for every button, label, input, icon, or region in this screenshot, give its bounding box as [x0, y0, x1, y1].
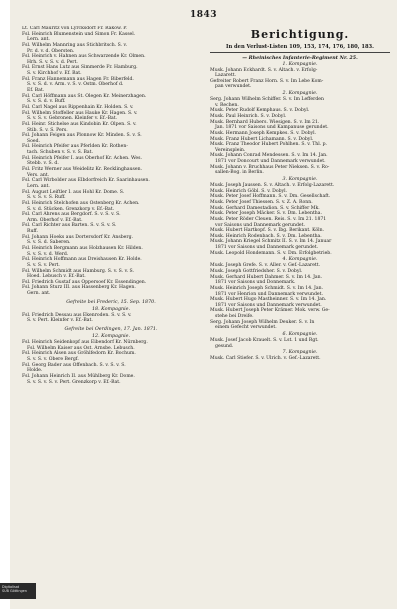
company-heading: 2. Kompagnie.	[282, 91, 318, 97]
entry-line: Musk. Gerhard Damestadion. S. v. Schiffer Mk.	[210, 205, 320, 211]
entry-line: Musk. Franz Theodor Hubert Pohlhen. S. v. Thl. p.	[210, 142, 328, 148]
company-heading: 7. Kompagnie.	[282, 350, 318, 356]
entry-line: stehe bei Dreife.	[215, 314, 254, 320]
watermark-line-2: SUB Göttingen	[2, 589, 27, 593]
entry-line: Fsl. Ernst Hans Lutz aus Simmerde Fr. Hamburg.	[22, 65, 138, 71]
entry-line: Fsl. Heinrich Blumenstein und Simon Fr. Kassel.	[22, 31, 136, 37]
entry-line: Fsl. Carl Wirbolder aus Elbdorfreich Kr. Saarinhausen.	[22, 178, 150, 184]
entry-line: Gern. ant.	[27, 291, 51, 297]
right-column	[210, 26, 390, 362]
entry-line: Hoed. Lebusch v. Ef.-Bat.	[27, 274, 86, 280]
entry-line: S. v. S. d. v. Arm. v. S. v. Ostm. Oberhof d.	[27, 82, 124, 88]
entry-line: Jan. 1871 vor Saisons und Kampanuse gerundet.	[215, 125, 329, 131]
entry-line: S. v. S. v. S. Ruff.	[27, 195, 66, 201]
entry-line: Ef. Bat.	[27, 88, 45, 94]
company-heading: 3. Kompagnie.	[282, 177, 318, 183]
entry-line: Fsl. Carl Richter aus Barten. S. v. S. v. S.	[22, 223, 117, 229]
document-page	[10, 0, 397, 609]
entry-line: Holde.	[27, 368, 43, 374]
entry-line: 1871 vor Henrion und Dannemark verwundet.	[215, 291, 323, 297]
entry-line: Pr. d. v. d. Obersten.	[27, 48, 75, 54]
entry-line: Fsl. Wilhelm Schmidt aus Hamburg. S. v. S. v. S.	[22, 268, 134, 274]
entry-line: Serg. Johann Joseph Wilhelm Deuker. S. v. In	[210, 319, 315, 325]
entry-line: Musk. Peter Josef Hoffmann. S. v. Dm. Gesellschaft.	[210, 194, 331, 200]
entry-line: Musk. Hubert Hugo Mastheinner. S. v. Im 14. Jan.	[210, 297, 327, 303]
entry-line: Musk. Johann Conrad Mendessen. S. v. Im 14. Jan.	[210, 153, 328, 159]
entry-line: S. v. S. v. Pert.	[27, 262, 60, 268]
entry-line: Musk. Peter Joseph Mäcker. S. v. Dm. Lebentha.	[210, 211, 322, 217]
entry-line: Lt. Carl Mauritz von Lyrcksdorf Fr. Rakow. P.	[22, 26, 127, 31]
entry-line: Musk. Hubert Hartkopf. S. v. Ibg. Berikant. Köln.	[210, 228, 325, 234]
company-heading: 18. Kompagnie.	[91, 306, 131, 312]
entry-line: Fsl. Franz Hannemann aus Hagen Fr. Biberfeld.	[22, 76, 134, 82]
digitization-watermark	[0, 583, 36, 599]
watermark-line-1: Digitalisat	[2, 585, 20, 589]
entry-line: Musk. Bernhard Hubers. Wiesigen. S. v. Im 21.	[210, 119, 320, 125]
entry-line: tach. Schuben v. S. v. S. Bat.	[27, 150, 93, 156]
entry-line: einem Gefecht verwundet.	[215, 325, 277, 331]
entry-line: Fsl. Friedrich Gustaf aus Oppersoef Kr. Essendingen.	[22, 279, 147, 285]
entry-line: Fsl. Georg Bader aus Offenbach. S. v. S. v. S.	[22, 362, 126, 368]
entry-line: Musk. Johann Eckhardt. S. v. Altach. v. Erfolg-	[210, 67, 318, 73]
entry-line: sallen-Bog. in Berlin.	[215, 170, 264, 176]
entry-line: Fsl. Wilhelm Kaiser aus Ost. Arnsbe. Lebusch.	[27, 345, 135, 351]
entry-line: Fsl. Heinrich v. Hahnen aus Schwarzende Kr. Olmen.	[22, 54, 146, 60]
entry-line: Hrh. S. v. S. v. d. Pert.	[27, 59, 78, 65]
entry-line: Fsl. Heinrich Hoffmann aus Dreishausen Kr. Holde.	[22, 257, 142, 263]
entry-line: Fsl. Heinrich Pfeifer aus Pferlden Kr. Rothen-	[22, 144, 128, 150]
page-number: 1843	[189, 10, 218, 20]
entry-line: Musk. Heinrich Göbl. S. v. Dobyl.	[210, 188, 288, 194]
entry-line: Fsl. Carl Nagel aus Rippenhain Kr. Holden. S. v.	[22, 104, 134, 110]
entry-line: 1871 vor Saisons und Donnemark.	[215, 280, 296, 286]
entry-line: Vers. ant.	[27, 172, 50, 178]
entry-line: Fsl. Heinrich Pfeifer I. aus Oberhof Kr. Achen. Wes.	[22, 155, 142, 161]
entry-line: S. v. S. v. Gebronen. Kleinfer v. Ef.-Bat.	[27, 116, 118, 122]
notice-heading: Gefreite bei Oerdingen, 17. Jan. 1871.	[64, 327, 158, 333]
entry-line: Fsl. Heinr. Stichelse aus Kindobin Kr. Olpen. S. v.	[22, 121, 137, 127]
entry-line: vor Saisons und Dannemark gerundet.	[215, 222, 305, 228]
company-heading: 12. Kompagnie.	[91, 334, 131, 340]
entry-line: Musk. Joseph Gottfriedsher. S. v. Dobyl.	[210, 269, 303, 274]
entry-line: Fsl. Carl Ahrens aus Bergdorf. S. v. S. v. S.	[22, 212, 121, 218]
entry-line: Fsl. Wilhelm Stoffeller aus Hauke Kr. Hagen. S. v.	[22, 110, 138, 116]
entry-line: S. v. S. v. Obere Bergf.	[27, 356, 79, 362]
entry-line: Fsl. Fritz Werner aus Weidelitz Kr. Recklinghausen.	[22, 167, 143, 173]
entry-line: S. v. S. d. v. Buff.	[27, 99, 66, 105]
entry-line: Musk. Peter Röder Cleuen. Reis. S. v. Im 21. 1871	[210, 216, 327, 222]
entry-line: Musk. Gerhard Hubert Dahmer. S. v. Im 14. Jan.	[210, 274, 323, 280]
entry-line: Lern. ant.	[27, 183, 50, 189]
left-column	[22, 26, 200, 385]
regiment-heading: — Rheinisches Infanterie-Regiment Nr. 25.	[242, 54, 358, 61]
entry-line: Vereinsplein.	[215, 147, 246, 153]
entry-line: Fsl. August Leiftler I. aus Hohl Kr. Dome. S.	[22, 189, 125, 195]
entry-line: Fsl. Wilhelm Mannring aus Stichbritsch. S. v.	[22, 42, 128, 48]
notice-heading: Gefreite bei Frederic, 15. Sep. 1870.	[66, 299, 156, 305]
entry-line: Arm. Oberhof v. Ef.-Bat.	[27, 217, 83, 223]
entry-line: Fsl. Heinrich Stelchofen aus Ostenberg Kr. Achen.	[22, 200, 140, 206]
company-heading: 6. Kompagnie.	[282, 332, 318, 338]
entry-line: S. v. S. v. d. Werd.	[27, 251, 69, 257]
entry-line: S. v. S. d. Saberen.	[27, 240, 71, 246]
entry-line: 1871 vor Doncourt und Dannemark verwundet.	[215, 159, 326, 165]
entry-line: Fsl. Johann Heinrich II. aus Mühlberg Kr. Dome.	[22, 373, 135, 379]
entry-line: Fsl. Johann Sturz III. aus Hassenberg Kr. Hagen.	[22, 285, 136, 291]
entry-line: Musk. Johann Kriegel Schmitz II. S. v. Im 14. Januar	[210, 239, 332, 245]
entry-line: Fsl. Carl Höffmann aus St. Olegen Kr. Meinerzhagen.	[22, 93, 147, 99]
entry-line: Musk. Heinrich Joseph Schmidt. S. v. Im 14. Jan.	[210, 285, 324, 291]
entry-line: Stib. S. v. S. Pers.	[27, 127, 68, 133]
entry-line: Musk. Josef Jacob Krauelt. S. v. Lst. 1 und Rgt.	[210, 338, 319, 344]
entry-line: 1871 vor Saisons und Dannemark verwundet.	[215, 302, 322, 308]
entry-line: Musk. Carl Stiefer. S. v. Ulrich. v. Gef.-Lazarett.	[210, 356, 321, 362]
correction-subtitle: In den Verlust-Listen 109, 153, 174, 176, 180, 183.	[226, 44, 374, 50]
company-heading: 4. Kompagnie.	[282, 257, 318, 263]
entry-line: Fsl. Heinrich Seidenkopf aus Eibendorf Kr. Nürnberg.	[22, 340, 148, 346]
entry-line: Stebb. v. S. d.	[27, 161, 59, 167]
entry-line: Fsl. Johann Hoeks aus Dortersdorf Kr. Ansberg.	[22, 234, 133, 240]
entry-line: S. v. d. Stücken. Grenzkorp v. Ef.-Bat.	[27, 206, 115, 212]
entry-line: Musk. Franz Hubert Lichamann. S. v. Dobyl.	[210, 136, 314, 142]
entry-line: Lern. ant.	[27, 37, 50, 43]
divider	[210, 52, 390, 53]
entry-line: v. Rechen.	[215, 102, 239, 108]
entry-line: S. v. Pert. Kleinfer v. Ef.-Bat.	[27, 318, 93, 324]
correction-title: Berichtigung.	[250, 28, 350, 41]
entry-line: S. v. Kirchhof v. Ef. Bat.	[27, 71, 82, 77]
entry-line: Musk. Joseph Jaussen. S. v. Altach. v. Erfolg-Lazarett.	[210, 183, 335, 189]
company-heading: 1. Kompagnie.	[282, 61, 318, 67]
entry-line: Fsl. Heinrich Bergmann aus Holzhausen Kr. Hilden.	[22, 245, 143, 251]
entry-line: S. v. S. v. S. v. Pert. Grenzkorp v. Ef.-Bat.	[27, 379, 121, 385]
entry-line: pan verwundet.	[215, 84, 252, 90]
entry-line: Musk. Peter Josef Thiessen. S. v. Z. A. Ronn.	[210, 199, 313, 205]
entry-line: Musk. Johann v. Bruchhaus Peter Nieksen. S. v. Ro-	[210, 164, 330, 170]
entry-line: Soed.	[27, 138, 41, 144]
entry-line: Musk. Paul Heinrich. S. v. Dobyl.	[210, 113, 287, 119]
entry-line: Musk. Joseph Grefe. S. v. Aller. v. Gef.-Lazarett.	[210, 263, 321, 269]
entry-line: Musk. Peter Rudolf Kemphaus. S. v. Dobyl.	[210, 108, 310, 114]
entry-line: Fsl. Heinrich Alsen aus Gröhlfedorn Kr. Bochum.	[22, 351, 136, 357]
entry-line: gesund.	[215, 343, 234, 349]
entry-line: Musk. Hermann Joseph Kempkes. S. v. Dobyl.	[210, 130, 317, 136]
entry-line: Musk. Hubert Joseph Peter Krämer. Mok. verw. Ge-	[210, 308, 330, 314]
entry-line: Fsl. Johann Feigen aus Plonnow Kr. Minden. S. v. S.	[22, 133, 142, 139]
entry-line: Serg. Johann Wilhelm Schiffer. S. v. Im Lefferden	[210, 97, 324, 103]
entry-line: Gefreiter Robert Franz Horn. S. v. Im Lebe Kom-	[210, 78, 324, 84]
entry-line: Lazarett.	[215, 73, 237, 79]
entry-line: 1871 vor Saisons und Dannemark gerundet.	[215, 245, 319, 251]
entry-line: Fsl. Friedrich Dessau aus Ekenroden. S. v. S. v.	[22, 312, 132, 318]
entry-line: Musk. Heinrich Rodenbach. S. v. Dm. Lebentha.	[210, 233, 322, 239]
entry-line: Musk. Leopold Hondemann. S. v. Dm. Erfolgbetrieb.	[210, 250, 332, 256]
entry-line: Ruff.	[27, 229, 38, 235]
